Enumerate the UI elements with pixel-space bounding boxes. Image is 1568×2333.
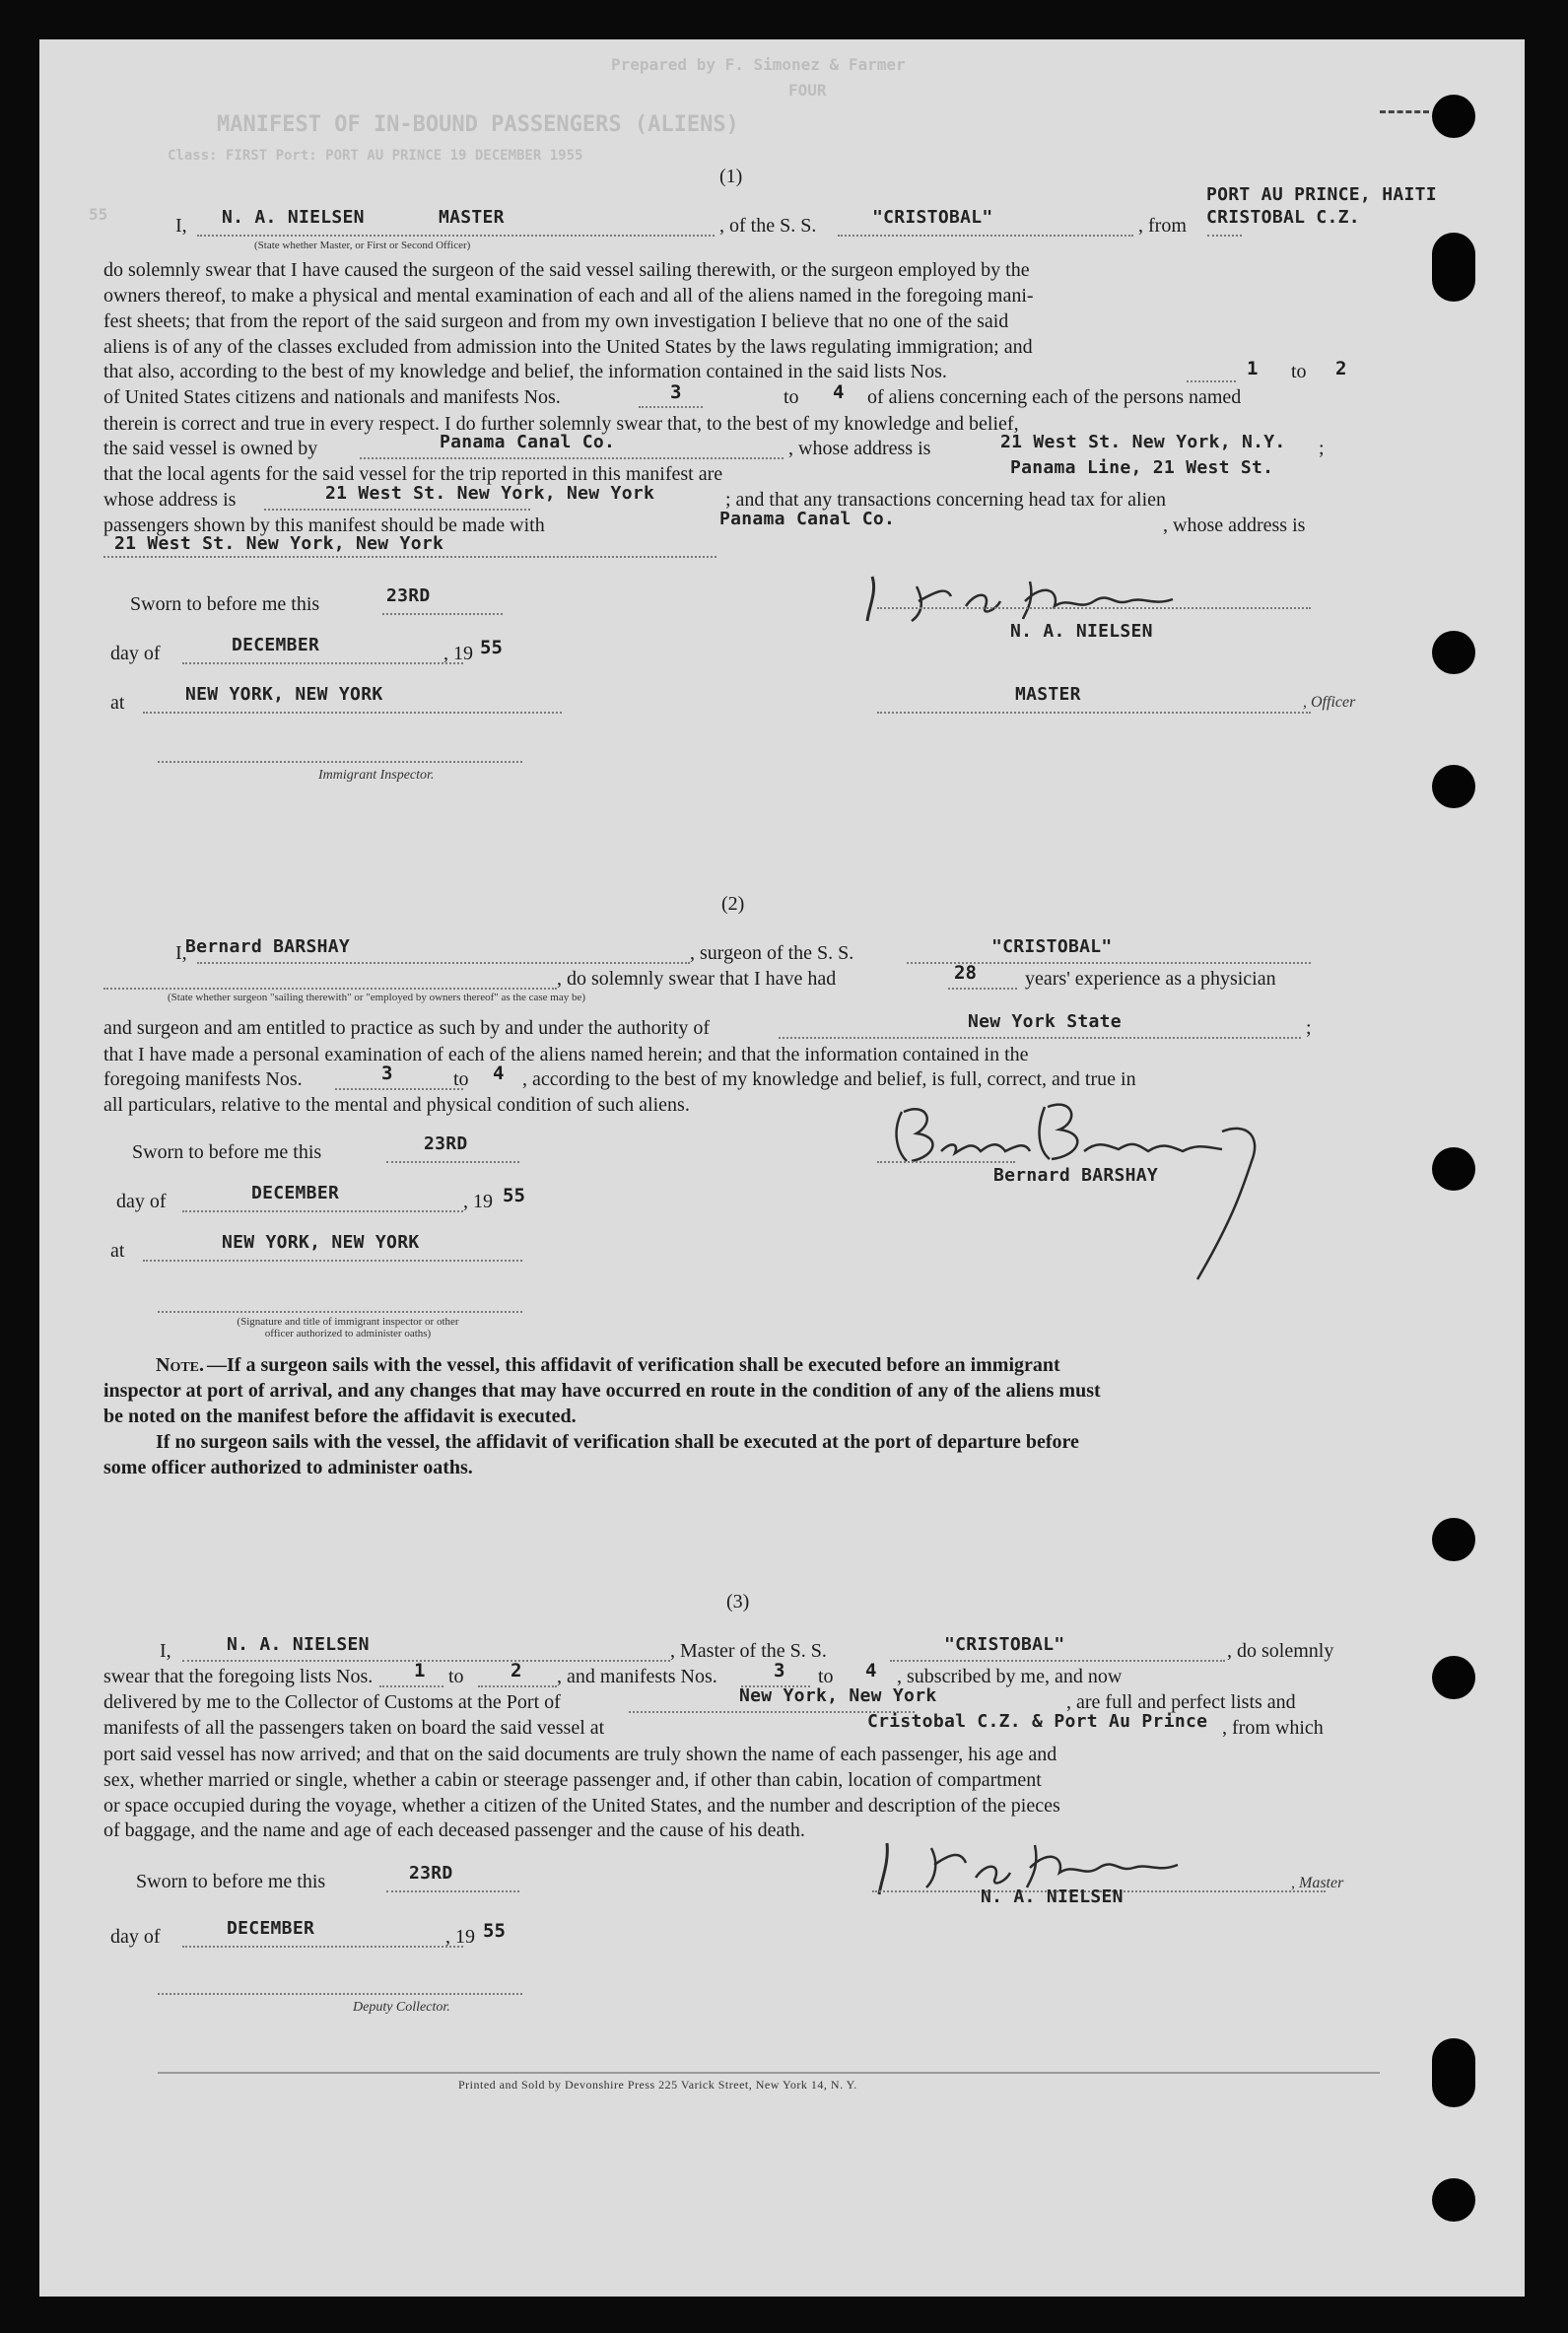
footer-rule — [158, 2072, 1380, 2074]
sec1-day-of-label: day of — [110, 643, 161, 664]
sec2-place-line — [143, 1260, 522, 1262]
sec1-lists-to: 2 — [1335, 358, 1347, 379]
bleed-line-3: MANIFEST OF IN-BOUND PASSENGERS (ALIENS) — [217, 112, 739, 137]
sec1-at-label: at — [110, 692, 125, 714]
sec2-surgeon-name: Bernard BARSHAY — [185, 936, 351, 957]
sec1-manifests-from-line — [639, 406, 703, 408]
sec1-owner-address: 21 West St. New York, N.Y. — [1000, 432, 1286, 452]
sec2-manifests-from: 3 — [381, 1063, 393, 1084]
sec2-years: 28 — [954, 962, 977, 984]
sec3-master-label: , Master — [1291, 1875, 1344, 1891]
sec1-manifests-from: 3 — [670, 381, 682, 403]
sec3-port-tail: , are full and perfect lists and — [1066, 1691, 1296, 1713]
sec3-port: New York, New York — [739, 1685, 937, 1706]
sec1-owner: Panama Canal Co. — [440, 432, 616, 452]
binder-hole — [1432, 631, 1475, 674]
binder-hole — [1432, 765, 1475, 808]
sec2-place: NEW YORK, NEW YORK — [222, 1232, 420, 1253]
sec1-from-label: , from — [1138, 215, 1187, 237]
sec1-line-2: owners thereof, to make a physical and mental examination of each and all of the aliens named in the foregoing mani- — [103, 285, 1034, 307]
sec1-month-line — [182, 662, 463, 664]
footer-printer: Printed and Sold by Devonshire Press 225 Varick Street, New York 14, N. Y. — [458, 2078, 857, 2092]
sec1-line-11: passengers shown by this manifest should be made with — [103, 515, 545, 536]
sec3-vessel-line — [890, 1660, 1225, 1662]
bleed-line-1: Prepared by F. Simonez & Farmer — [611, 55, 906, 74]
sec2-at-label: at — [110, 1240, 125, 1262]
sec1-officer-label: , Officer — [1303, 694, 1356, 711]
sec3-month-line — [182, 1946, 463, 1948]
sec2-caption: (State whether surgeon "sailing therewith" or "employed by owners thereof" as the case may be) — [168, 992, 586, 1003]
sec3-sworn-line — [386, 1890, 519, 1892]
sec2-line-2: that I have made a personal examination of each of the aliens named herein; and that the information contained in the — [103, 1044, 1029, 1065]
sec2-year-suffix: 55 — [503, 1185, 525, 1206]
sec3-boarded-tail: , from which — [1222, 1717, 1324, 1739]
sec2-i-label: I, — [175, 942, 187, 964]
sec1-line-7: therein is correct and true in every respect. I do further solemnly swear that, to the best of my knowledge and belief, — [103, 413, 1019, 435]
sec1-lists-from: 1 — [1247, 358, 1259, 379]
sec1-line-9: that the local agents for the said vessel for the trip reported in this manifest are — [103, 463, 723, 485]
sec1-title-line — [877, 712, 1311, 714]
sec2-swear-text: , do solemnly swear that I have had — [557, 968, 837, 990]
sec3-to-2: to — [818, 1666, 834, 1687]
sec1-agents-address-line — [264, 509, 530, 511]
sec1-of-ss-label: , of the S. S. — [719, 215, 817, 237]
sec2-note-3: some officer authorized to administer oaths. — [103, 1457, 473, 1478]
sec2-years-line — [948, 988, 1017, 990]
sec1-payee-address-line — [103, 556, 716, 558]
sec3-year-suffix: 55 — [483, 1920, 506, 1942]
sec2-signature-line — [877, 1161, 1015, 1163]
sec3-line-5: sex, whether married or single, whether a cabin or steerage passenger and, if other than cabin, location of compartment — [103, 1769, 1042, 1791]
bleed-line-4: Class: FIRST Port: PORT AU PRINCE 19 DECEMBER 1955 — [168, 148, 583, 164]
bleed-line-2: FOUR — [788, 81, 827, 100]
sec2-note-line-3: be noted on the manifest before the affidavit is executed. — [103, 1406, 577, 1427]
sec2-note-line-1: —If a surgeon sails with the vessel, this affidavit of verification shall be executed before an immigrant — [207, 1354, 1060, 1376]
bleed-line-5: 55 — [89, 205, 108, 224]
sec1-agents: Panama Line, 21 West St. — [1010, 457, 1274, 478]
sec3-year-prefix: , 19 — [445, 1926, 475, 1948]
sec3-line-6: or space occupied during the voyage, whether a citizen of the United States, and the number and description of the pieces — [103, 1795, 1060, 1817]
sec3-manifests-from: 3 — [774, 1660, 785, 1681]
sec2-note-2: If no surgeon sails with the vessel, the affidavit of verification shall be executed at the port of departure before — [156, 1431, 1079, 1453]
sec1-master-caption: (State whether Master, or First or Second Officer) — [254, 240, 471, 251]
sec2-surgeon-line — [197, 962, 690, 964]
sec1-place-line — [143, 712, 562, 714]
sec1-sworn-label: Sworn to before me this — [130, 593, 320, 615]
sec1-sworn-day: 23RD — [386, 585, 431, 606]
sec1-lists-from-line — [1187, 380, 1236, 382]
sec1-agents-address: 21 West St. New York, New York — [325, 483, 655, 504]
sec3-line-4: port said vessel has now arrived; and that on the said documents are truly shown the name of each passenger, his age and — [103, 1744, 1057, 1765]
sec2-day-of-label: day of — [116, 1191, 167, 1212]
sec3-lists-to: 2 — [511, 1660, 522, 1681]
sec3-solemnly: , do solemnly — [1227, 1640, 1334, 1662]
sec3-master-name: N. A. NIELSEN — [227, 1634, 370, 1655]
sec2-surgeon-of-label: , surgeon of the S. S. — [690, 942, 854, 964]
manifest-page — [39, 39, 1525, 2297]
sec3-day-of-label: day of — [110, 1926, 161, 1948]
sec2-to: to — [453, 1068, 469, 1090]
sec1-vessel: "CRISTOBAL" — [872, 207, 993, 228]
sec3-lists-from-line — [379, 1685, 443, 1687]
sec2-note-line-2: inspector at port of arrival, and any changes that may have occurred en route in the condition of any of the aliens must — [103, 1380, 1101, 1402]
sec1-place: NEW YORK, NEW YORK — [185, 684, 383, 705]
sec2-vessel: "CRISTOBAL" — [991, 936, 1113, 957]
binder-hole — [1432, 2038, 1475, 2107]
sec2-authority-semicolon: ; — [1306, 1017, 1312, 1039]
sec3-vessel: "CRISTOBAL" — [944, 1634, 1065, 1655]
sec2-officer-caption: (Signature and title of immigrant inspector or other officer authorized to administer oaths) — [237, 1316, 459, 1339]
sec3-lists-from: 1 — [414, 1660, 426, 1681]
sec1-line-8: the said vessel is owned by — [103, 438, 318, 459]
sec3-master-line — [182, 1660, 670, 1662]
sec1-line-4: aliens is of any of the classes excluded from admission into the United States by the laws regulating immigration; and — [103, 336, 1033, 358]
sec3-line-2: delivered by me to the Collector of Customs at the Port of — [103, 1691, 561, 1713]
sec1-to-1: to — [1291, 361, 1307, 382]
sec1-month: DECEMBER — [232, 635, 320, 655]
sec3-line-3: manifests of all the passengers taken on board the said vessel at — [103, 1717, 605, 1739]
binder-hole — [1432, 1656, 1475, 1699]
sec1-line-5: that also, according to the best of my knowledge and belief, the information contained in the said lists Nos. — [103, 361, 947, 382]
sec2-month: DECEMBER — [251, 1183, 340, 1203]
sec2-manifests-to: 4 — [493, 1063, 505, 1084]
sec3-signer-typed: N. A. NIELSEN — [981, 1887, 1124, 1907]
sec3-i-label: I, — [160, 1640, 171, 1662]
sec2-authority-line — [779, 1037, 1301, 1039]
sec3-line-1: swear that the foregoing lists Nos. — [103, 1666, 374, 1687]
sec1-manifests-to: 4 — [833, 381, 845, 403]
sec2-sworn-line — [386, 1161, 519, 1163]
sec2-year-prefix: , 19 — [463, 1191, 493, 1212]
sec2-sworn-label: Sworn to before me this — [132, 1141, 322, 1163]
sec3-manifests-label: , and manifests Nos. — [557, 1666, 717, 1687]
sec1-payee-address-label: , whose address is — [1163, 515, 1306, 536]
sec1-sworn-line — [382, 613, 503, 615]
sec3-to-1: to — [448, 1666, 464, 1687]
corner-mark — [1380, 110, 1429, 113]
sec3-manifests-to: 4 — [865, 1660, 877, 1681]
sec1-master-name: N. A. NIELSEN — [222, 207, 365, 228]
sec1-line-10: whose address is — [103, 489, 237, 511]
sec1-master-title: MASTER — [439, 207, 505, 228]
sec1-year-prefix: , 19 — [443, 643, 473, 664]
sec1-inspector-caption: Immigrant Inspector. — [318, 768, 435, 783]
sec1-from-port-1: PORT AU PRINCE, HAITI — [1206, 184, 1437, 205]
sec1-payee-address: 21 West St. New York, New York — [114, 533, 444, 554]
binder-hole — [1432, 1147, 1475, 1191]
sec2-line-1: and surgeon and am entitled to practice as such by and under the authority of — [103, 1017, 710, 1039]
sec2-authority: New York State — [968, 1011, 1122, 1032]
binder-hole — [1432, 1518, 1475, 1561]
sec1-line-3: fest sheets; that from the report of the said surgeon and from my own investigation I believe that no one of the said — [103, 310, 1009, 332]
sec3-line-7: of baggage, and the name and age of each deceased passenger and the cause of his death. — [103, 1819, 805, 1841]
sec2-note-label: Note. — [156, 1354, 205, 1376]
sec1-from-port-2: CRISTOBAL C.Z. — [1206, 207, 1360, 228]
section-1-number: (1) — [719, 166, 743, 187]
sec1-signer-title: MASTER — [1015, 684, 1081, 705]
sec2-manifests-tail: , according to the best of my knowledge and belief, is full, correct, and true in — [522, 1068, 1136, 1090]
sec1-inspector-line — [158, 761, 522, 763]
sec1-aliens-tail: of aliens concerning each of the persons named — [867, 386, 1242, 408]
sec1-to-2: to — [784, 386, 799, 408]
sec3-ports-boarded: Cristobal C.Z. & Port Au Prince — [867, 1711, 1208, 1732]
sec2-line-4: all particulars, relative to the mental and physical condition of such aliens. — [103, 1094, 690, 1116]
sec2-line-3: foregoing manifests Nos. — [103, 1068, 303, 1090]
sec2-officer-line — [158, 1311, 522, 1313]
sec1-signature-line — [877, 607, 1311, 609]
sec1-owner-address-label: , whose address is — [788, 438, 931, 459]
sec1-from-line — [1207, 235, 1242, 237]
sec3-collector-caption: Deputy Collector. — [353, 2000, 450, 2015]
sec2-signature — [882, 1092, 1296, 1289]
sec3-month: DECEMBER — [227, 1918, 315, 1939]
sec1-signer-typed: N. A. NIELSEN — [1010, 621, 1153, 642]
sec1-year-suffix: 55 — [480, 637, 503, 658]
sec1-line-6: of United States citizens and nationals and manifests Nos. — [103, 386, 561, 408]
sec2-month-line — [182, 1210, 463, 1212]
sec3-subscribed: , subscribed by me, and now — [897, 1666, 1123, 1687]
sec1-master-line — [197, 235, 715, 237]
binder-hole — [1432, 2178, 1475, 2222]
sec3-sworn-day: 23RD — [409, 1863, 453, 1884]
sec3-collector-line — [158, 1993, 522, 1995]
sec1-head-tax-payee: Panama Canal Co. — [719, 509, 896, 529]
sec1-vessel-line — [838, 235, 1133, 237]
sec1-i-label: I, — [175, 215, 187, 237]
section-2-number: (2) — [721, 893, 745, 915]
sec2-years-text: years' experience as a physician — [1025, 968, 1276, 990]
sec1-owner-address-semicolon: ; — [1319, 438, 1325, 459]
sec2-sworn-day: 23RD — [424, 1133, 468, 1154]
binder-hole — [1432, 95, 1475, 138]
binder-hole — [1432, 233, 1475, 302]
sec1-line-1: do solemnly swear that I have caused the surgeon of the said vessel sailing therewith, or the surgeon employed by the — [103, 259, 1030, 281]
sec2-manifests-line — [335, 1088, 463, 1090]
sec3-lists-to-line — [478, 1685, 557, 1687]
section-3-number: (3) — [726, 1591, 750, 1613]
sec2-caption-line — [103, 988, 557, 990]
sec3-sworn-label: Sworn to before me this — [136, 1871, 326, 1892]
sec1-head-tax-text: ; and that any transactions concerning head tax for alien — [725, 489, 1167, 511]
sec2-signer-typed: Bernard BARSHAY — [993, 1165, 1159, 1186]
sec1-signature — [857, 552, 1252, 631]
sec3-master-of-label: , Master of the S. S. — [670, 1640, 827, 1662]
sec1-owner-line — [360, 457, 784, 459]
